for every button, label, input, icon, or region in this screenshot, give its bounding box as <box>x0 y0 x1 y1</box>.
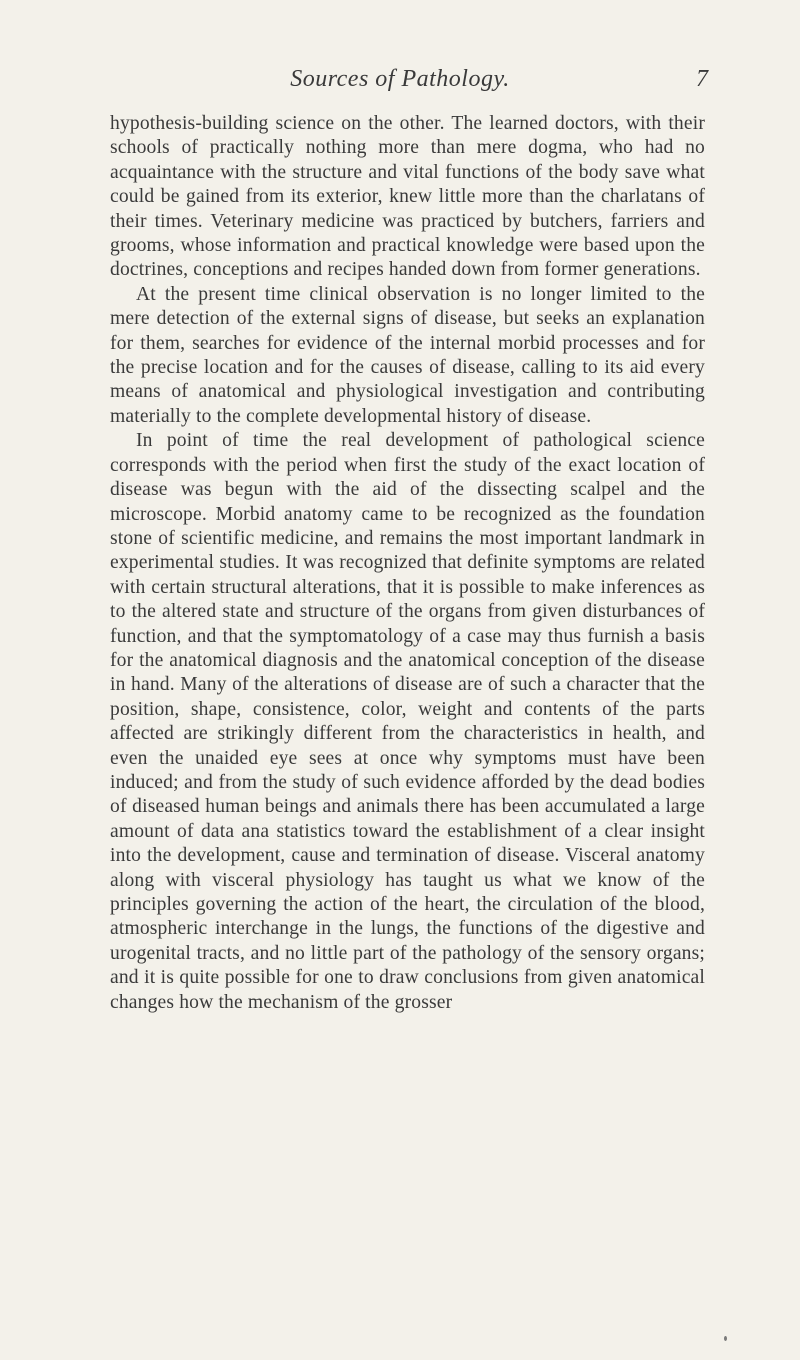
body-text <box>110 112 705 1015</box>
paragraph: In point of time the real development of pathological science corresponds with the period when first the study of the exact location of disease was begun with the aid of the dissecting scalpel and the microscope. Morbid anatomy came to be recognized as the foundation stone of scientific medicine, and remains the most important landmark in experimental studies. It was recognized that definite symptoms are related with certain structural alterations, that it is possible to make inferences as to the altered state and structure of the organs from given disturbances of function, and that the symptomatology of a case may thus furnish a basis for the anatomical diagnosis and the anatomical conception of the disease in hand. Many of the alterations of disease are of such a character that the position, shape, consistence, color, weight and contents of the parts affected are strikingly different from the characteristics in health, and even the unaided eye sees at once why symptoms must have been induced; and from the study of such evidence afforded by the dead bodies of diseased human beings and animals there has been accumulated a large amount of data ana statistics toward the establishment of a clear insight into the development, cause and termination of disease. Visceral anatomy along with visceral physiology has taught us what we know of the principles governing the action of the heart, the circulation of the blood, atmospheric interchange in the lungs, the functions of the digestive and urogenital tracts, and no little part of the pathology of the sensory organs; and it is quite possible for one to draw conclusions from given anatomical changes how the mechanism of the grosser <box>110 430 705 1013</box>
paragraph: At the present time clinical observation is no longer limited to the mere detection of the external signs of disease, but seeks an explanation for them, searches for evidence of the internal morbid processes and for the precise location and for the causes of disease, calling to its aid every means of anatomical and physiological investigation and contributing materially to the complete developmental history of disease. <box>110 283 705 427</box>
ink-speck <box>724 1336 727 1341</box>
running-head <box>100 64 708 100</box>
running-title: Sources of Pathology. <box>290 66 510 92</box>
paragraph: hypothesis-building science on the other. The learned doctors, with their schools of practically nothing more than mere dogma, who had no acquaintance with the structure and vital functions of the body save what could be gained from its exterior, knew little more than the charlatans of their times. Veterinary medicine was practiced by butchers, farriers and grooms, whose information and practical knowledge were based upon the doctrines, conceptions and recipes handed down from former generations. <box>110 113 705 281</box>
page-number: 7 <box>696 66 708 92</box>
